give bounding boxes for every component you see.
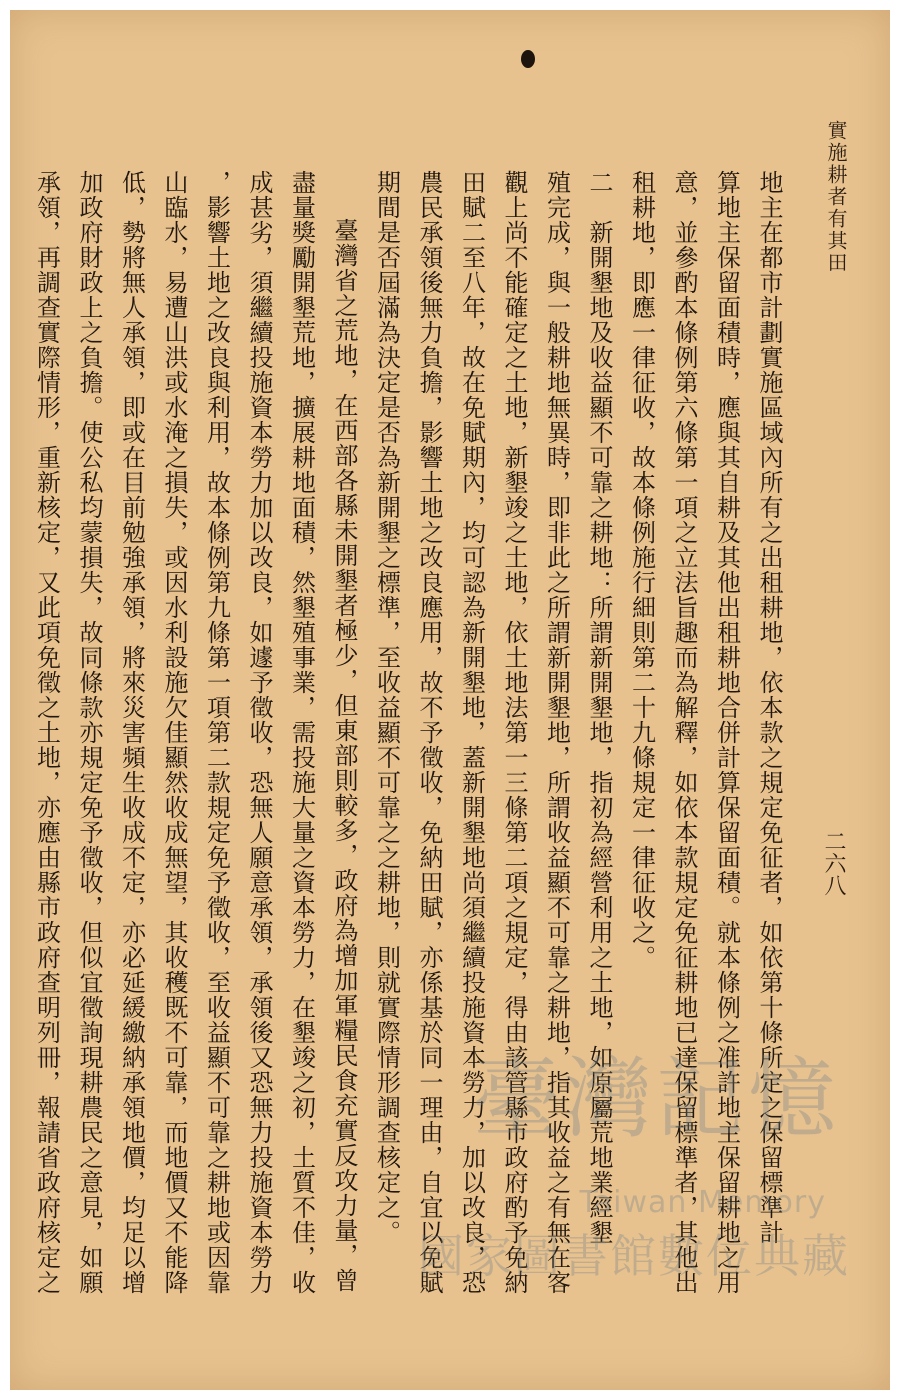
text-column: 低，勢將無人承領，即或在目前勉強承領，將來災害頻生收成不定，亦必延緩繳納承領地價，均足以增 <box>117 170 146 1295</box>
text-column: 殖完成，與一般耕地無異時，即非此之所謂新開墾地，所謂收益顯不可靠之耕地，指其收益之有無在客 <box>542 170 571 1295</box>
watermark-latin: Taiwan Memory <box>579 1185 826 1220</box>
text-column: 承領，再調查實際情形，重新核定，又此項免徵之土地，亦應由縣市政府查明列冊，報請省政府核定之 <box>32 170 61 1295</box>
running-title: 實施耕者有其田 <box>824 120 848 274</box>
watermark-title: 臺灣記憶 <box>471 1047 840 1150</box>
text-column: 田賦二至八年，故在免賦期內，均可認為新開墾地，蓋新開墾地尚須繼續投施資本勞力，加以改良，恐 <box>457 170 486 1295</box>
text-column: 農民承領後無力負擔，影響土地之改良應用，故不予徵收，免納田賦，亦係基於同一理由，自宜以免賦 <box>415 170 443 1295</box>
text-column: 地主在都市計劃實施區域內所有之出租耕地，依本款之規定免征者，如依第十條所定之保留標準計 <box>755 170 783 1245</box>
watermark-institution: 國家圖書館數位典藏 <box>418 1229 850 1283</box>
scanned-page <box>10 10 890 1390</box>
body-text <box>32 170 790 1310</box>
text-column: ，影響土地之改良與利用，故本條例第九條第一項第二款規定免予徵收，至收益顯不可靠之耕地或因靠 <box>202 170 231 1295</box>
text-column: 算地主保留面積時，應與其自耕及其他出租耕地合併計算保留面積。就本條例之准許地主保留耕地之用 <box>712 170 741 1295</box>
text-column: 成甚劣，須繼續投施資本勞力加以改良，如遽予徵收，恐無人願意承領，承領後又恐無力投施資本勞力 <box>245 170 273 1295</box>
text-column: 臺灣省之荒地，在西部各縣未開墾者極少，但東部則較多，政府為增加軍糧民食充實反攻力量，曾 <box>330 218 358 1293</box>
page-number: 二六八 <box>821 830 846 896</box>
text-column: 期間是否屆滿為決定是否為新開墾之標準，至收益顯不可靠之之耕地，則就實際情形調查核定之。 <box>372 170 401 1245</box>
text-column: 山臨水，易遭山洪或水淹之損失，或因水利設施欠佳顯然收成無望，其收穫既不可靠，而地價又不能降 <box>160 170 188 1295</box>
text-column: 加政府財政上之負擔。使公私均蒙損失，故同條款亦規定免予徵收，但似宜徵詢現耕農民之意見，如願 <box>75 170 103 1295</box>
text-column: 租耕地，即應一律征收，故本條例施行細則第二十九條規定一律征收之。 <box>627 170 656 970</box>
text-column: 意，並參酌本條例第六條第一項之立法旨趣而為解釋，如依本款規定免征耕地已達保留標準者，其他出 <box>670 170 698 1295</box>
text-column: 二 新開墾地及收益顯不可靠之耕地：所謂新開墾地，指初為經營利用之土地，如原屬荒地業經墾 <box>585 170 613 1245</box>
text-column: 盡量獎勵開墾荒地，擴展耕地面積，然墾殖事業，需投施大量之資本勞力，在墾竣之初，土質不佳，收 <box>287 170 316 1295</box>
text-column: 觀上尚不能確定之土地，新墾竣之土地，依土地法第一三條第二項之規定，得由該管縣市政府酌予免納 <box>500 170 528 1295</box>
binding-hole <box>521 50 535 68</box>
